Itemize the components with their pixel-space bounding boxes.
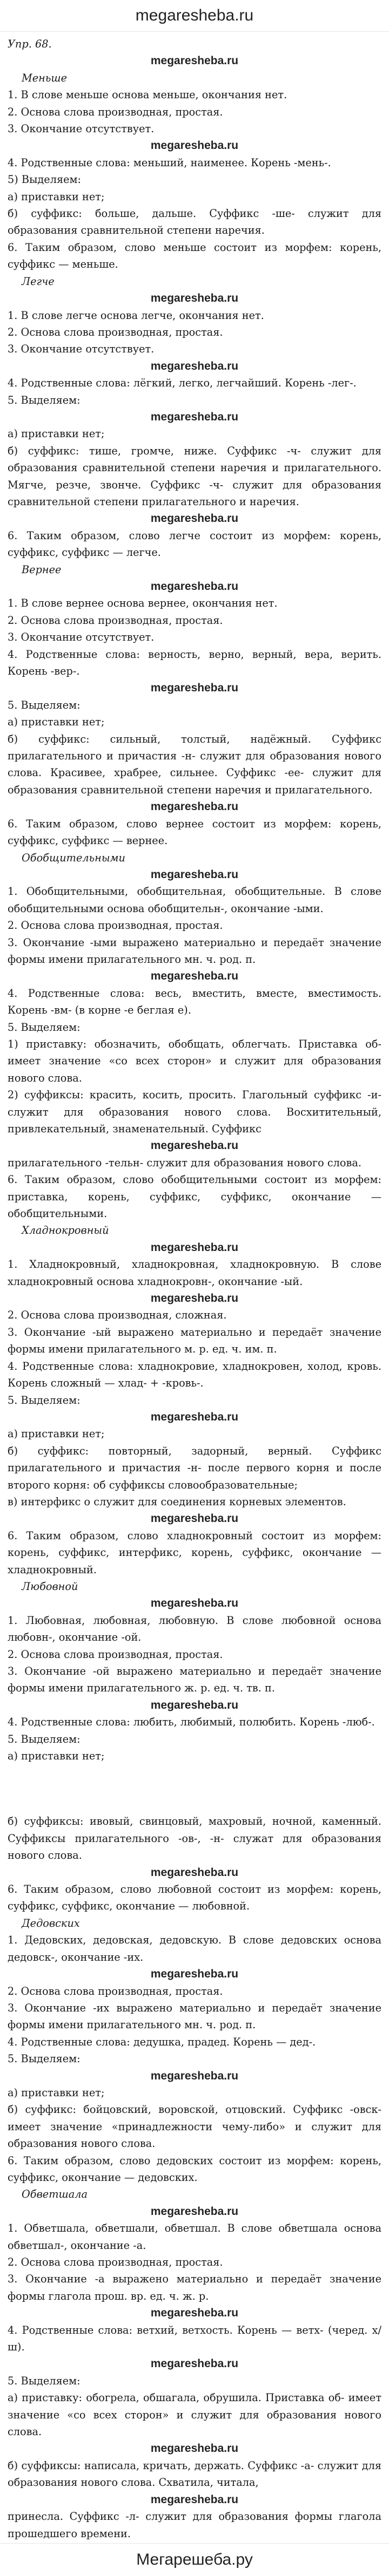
text-line: 1. Любовная, любовная, любовную. В слове любовной основа любовн-, окончание -ой. xyxy=(8,1614,381,1644)
watermark: megaresheba.ru xyxy=(150,2357,239,2370)
text-line: 1. Дедовских, дедовская, дедовскую. В слове дедовских основа дедовск-, окончание -их. xyxy=(8,1934,381,1963)
text-line: 1. Обобщительными, обобщительная, обобщительные. В слове обобщительными основа обобщительн-, окончание -ыми. xyxy=(8,885,381,915)
text-line: б) суффикс: сильный, толстый, надёжный. Суффикс прилагательного и причастия -н- служит для образования нового слова. Красивее, храбрее, сильнее. Суффикс -ее- служит для образования сравнительной степени наречия и прилагательного. xyxy=(8,732,381,796)
text-line: 4. Родственные слова: дедушка, прадед. Корень — дед-. xyxy=(8,2035,316,2048)
blank-gap xyxy=(8,1764,381,1813)
text-line: 2. Основа слова производная, простая. xyxy=(8,105,223,118)
text-line: 2. Основа слова производная, простая. xyxy=(8,1648,223,1661)
text-line: а) приставки нет; xyxy=(8,190,105,203)
text-line: 3. Окончание -ой выражено материально и передаёт значение формы имени прилагательного ж. р. ед. ч. тв. п. xyxy=(8,1665,381,1695)
text-line: 3. Окончание -ый выражено материально и передаёт значение формы имени прилагательного м. р. ед. ч. им. п. xyxy=(8,1326,381,1356)
text-line: 5) Выделяем: xyxy=(8,173,82,186)
watermark: megaresheba.ru xyxy=(150,2493,239,2506)
text-line: 4. Родственные слова: хладнокровие, хладнокровен, холод, кровь. Корень сложный — хлад- + -кровь-. xyxy=(8,1360,381,1390)
text-line: а) приставки нет; xyxy=(8,427,105,440)
text-line: в) интерфикс о служит для соединения корневых элементов. xyxy=(8,1495,346,1508)
text-line: 3. Окончание отсутствует. xyxy=(8,123,155,135)
text-line: 4. Родственные слова: весь, вместить, вместе, вместимость. Корень -вм- (в корне -е беглая е). xyxy=(8,987,381,1017)
watermark: megaresheba.ru xyxy=(150,1241,239,1254)
watermark: megaresheba.ru xyxy=(150,55,239,67)
word-heading: Любовной xyxy=(22,1580,78,1593)
watermark: megaresheba.ru xyxy=(150,800,239,813)
text-line: а) приставки нет; xyxy=(8,716,105,729)
text-line: 3. Окончание -их выражено материально и передаёт значение формы имени прилагательного мн. ч. род. п. xyxy=(8,2001,381,2031)
text-line: 1. В слове меньше основа меньше, окончания нет. xyxy=(8,89,287,101)
text-line: 4. Родственные слова: лёгкий, легко, легчайший. Корень -лег-. xyxy=(8,377,357,390)
text-line: а) приставки нет; xyxy=(8,1750,105,1763)
text-line: 5. Выделяем: xyxy=(8,2374,81,2387)
text-line: 2) суффиксы: красить, косить, просить. Глагольный суффикс -и- служит для образования нового слова. Восхитительный, привлекательный, знаменательный. Суффикс xyxy=(8,1089,381,1135)
text-line: 4. Родственные слова: меньший, наименее. Корень -мень-. xyxy=(8,156,331,169)
exercise-title: Упр. 68. xyxy=(8,38,52,50)
text-line: 3. Окончание -а выражено материально и передаёт значение формы глагола прош. вр. ед. ч. ж. р. xyxy=(8,2273,381,2302)
text-line: б) суффикс: бойцовский, воровской, отцовский. Суффикс -овск- имеет значение «принадлежности чему-либо» и служит для образования нового слова. xyxy=(8,2103,381,2150)
text-line: а) приставки нет; xyxy=(8,2086,105,2099)
watermark: megaresheba.ru xyxy=(150,139,239,152)
text-line: 4. Родственные слова: любить, любимый, полюбить. Корень -люб-. xyxy=(8,1716,375,1729)
watermark: megaresheba.ru xyxy=(150,2442,239,2455)
word-heading: Обветшала xyxy=(22,2188,88,2201)
text-line: 5. Выделяем: xyxy=(8,1021,81,1034)
watermark: megaresheba.ru xyxy=(150,1292,239,1305)
text-line: б) суффикс: тише, громче, ниже. Суффикс -ч- служит для образования сравнительной степени наречия и прилагательного. Мягче, резче, звонче. Суффикс -ч- служит для образования сравнительной степени прилагательного и наречия. xyxy=(8,444,381,508)
text-line: 5. Выделяем: xyxy=(8,393,81,406)
text-line: 5. Выделяем: xyxy=(8,2052,81,2065)
text-line: 1. Обветшала, обветшали, обветшал. В слове обветшала основа обветшал-, окончание -а. xyxy=(8,2222,381,2252)
watermark: megaresheba.ru xyxy=(150,2205,239,2218)
text-line: 6. Таким образом, слово хладнокровный состоит из морфем: корень, суффикс, интерфикс, корень, суффикс, окончание — хладнокровный. xyxy=(8,1529,381,1576)
text-line: 5. Выделяем: xyxy=(8,1394,81,1406)
word-heading: Хладнокровный xyxy=(22,1224,109,1237)
text-line: 1. В слове легче основа легче, окончания нет. xyxy=(8,309,264,322)
text-line: прилагательного -тельн- служит для образования нового слова. xyxy=(8,1156,361,1169)
watermark: megaresheba.ru xyxy=(150,1968,239,1981)
word-heading: Дедовских xyxy=(22,1916,80,1929)
solution-text xyxy=(8,36,381,2540)
text-line: 2. Основа слова производная, простая. xyxy=(8,919,223,932)
text-line: 2. Основа слова производная, простая. xyxy=(8,1984,223,1997)
watermark: megaresheba.ru xyxy=(150,1410,239,1423)
text-line: 3. Окончание отсутствует. xyxy=(8,343,155,356)
watermark: megaresheba.ru xyxy=(150,359,239,372)
watermark: megaresheba.ru xyxy=(150,1597,239,1610)
text-line: 6. Таким образом, слово меньше состоит из морфем: корень, суффикс — меньше. xyxy=(8,241,381,271)
text-line: б) суффикс: больше, дальше. Суффикс -ше- служит для образования сравнительной степени наречия. xyxy=(8,207,381,237)
watermark: megaresheba.ru xyxy=(150,868,239,881)
text-line: 6. Таким образом, слово легче состоит из морфем: корень, суффикс, суффикс — легче. xyxy=(8,529,381,559)
site-footer[interactable]: Мегарешеба.ру xyxy=(0,2543,389,2576)
text-line: 5. Выделяем: xyxy=(8,1732,81,1745)
text-line: 2. Основа слова производная, простая. xyxy=(8,325,223,338)
text-line: 3. Окончание -ыми выражено материально и передаёт значение формы имени прилагательного мн. ч. род. п. xyxy=(8,936,381,966)
text-line: 2. Основа слова производная, простая. xyxy=(8,2256,223,2268)
watermark: megaresheba.ru xyxy=(150,970,239,983)
text-line: 3. Окончание отсутствует. xyxy=(8,631,155,644)
watermark: megaresheba.ru xyxy=(150,682,239,695)
watermark: megaresheba.ru xyxy=(150,512,239,525)
watermark: megaresheba.ru xyxy=(150,2307,239,2320)
watermark: megaresheba.ru xyxy=(150,2069,239,2082)
watermark: megaresheba.ru xyxy=(150,1139,239,1152)
text-line: б) суффикс: повторный, задорный, верный. Суффикс прилагательного и причастия -н- после первого корня и после второго корня: об суффиксы словообразовательные; xyxy=(8,1444,381,1491)
site-header[interactable]: megaresheba.ru xyxy=(0,0,389,32)
watermark: megaresheba.ru xyxy=(150,1512,239,1525)
text-line: 5. Выделяем: xyxy=(8,698,81,711)
text-line: а) приставки нет; xyxy=(8,1428,105,1440)
watermark: megaresheba.ru xyxy=(150,1698,239,1711)
watermark: megaresheba.ru xyxy=(150,1866,239,1879)
text-line: принесла. Суффикс -л- служит для образования формы глагола прошедшего времени. xyxy=(8,2510,381,2540)
word-heading: Меньше xyxy=(22,71,68,84)
text-line: 1. Хладнокровный, хладнокровная, хладнокровную. В слове хладнокровный основа хладнокровн-, окончание -ый. xyxy=(8,1258,381,1288)
text-line: б) суффиксы: написала, кричать, держать. Суффикс -а- служит для образования нового слова. Схватила, читала, xyxy=(8,2459,381,2489)
text-line: 6. Таким образом, слово любовной состоит из морфем: корень, суффикс, суффикс, окончание — любовной. xyxy=(8,1883,381,1913)
text-line: 6. Таким образом, слово вернее состоит из морфем: корень, суффикс, суффикс — вернее. xyxy=(8,817,381,847)
text-line: 6. Таким образом, слово дедовских состоит из морфем: корень, суффикс, окончание — дедовских. xyxy=(8,2154,381,2184)
watermark: megaresheba.ru xyxy=(150,410,239,423)
text-line: а) приставку: обогрела, обшагала, обрушила. Приставка об- имеет значение «со всех сторон» и служит для образования нового слова. xyxy=(8,2391,381,2438)
text-line: 6. Таким образом, слово обобщительными состоит из морфем: приставка, корень, суффикс, суффикс, окончание — обобщительными. xyxy=(8,1173,381,1220)
text-line: 2. Основа слова производная, простая. xyxy=(8,614,223,627)
word-heading: Вернее xyxy=(22,563,62,576)
text-line: б) суффиксы: ивовый, свинцовый, махровый, ночной, каменный. Суффиксы прилагательного -ов-, -н- служат для образования нового слова. xyxy=(8,1815,381,1862)
text-line: 1. В слове вернее основа вернее, окончания нет. xyxy=(8,597,278,610)
text-line: 1) приставку: обозначить, обобщать, облегчать. Приставка об- имеет значение «со всех сторон» и служит для образования нового слова. xyxy=(8,1037,381,1084)
word-heading: Обобщительными xyxy=(22,851,125,864)
watermark: megaresheba.ru xyxy=(150,580,239,593)
text-line: 4. Родственные слова: верность, верно, верный, вера, верить. Корень -вер-. xyxy=(8,648,381,678)
word-heading: Легче xyxy=(22,275,55,288)
text-line: 2. Основа слова производная, сложная. xyxy=(8,1309,227,1322)
text-line: 4. Родственные слова: ветхий, ветхость. Корень — ветх- (черед. х/ш). xyxy=(8,2323,381,2354)
watermark: megaresheba.ru xyxy=(150,292,239,305)
